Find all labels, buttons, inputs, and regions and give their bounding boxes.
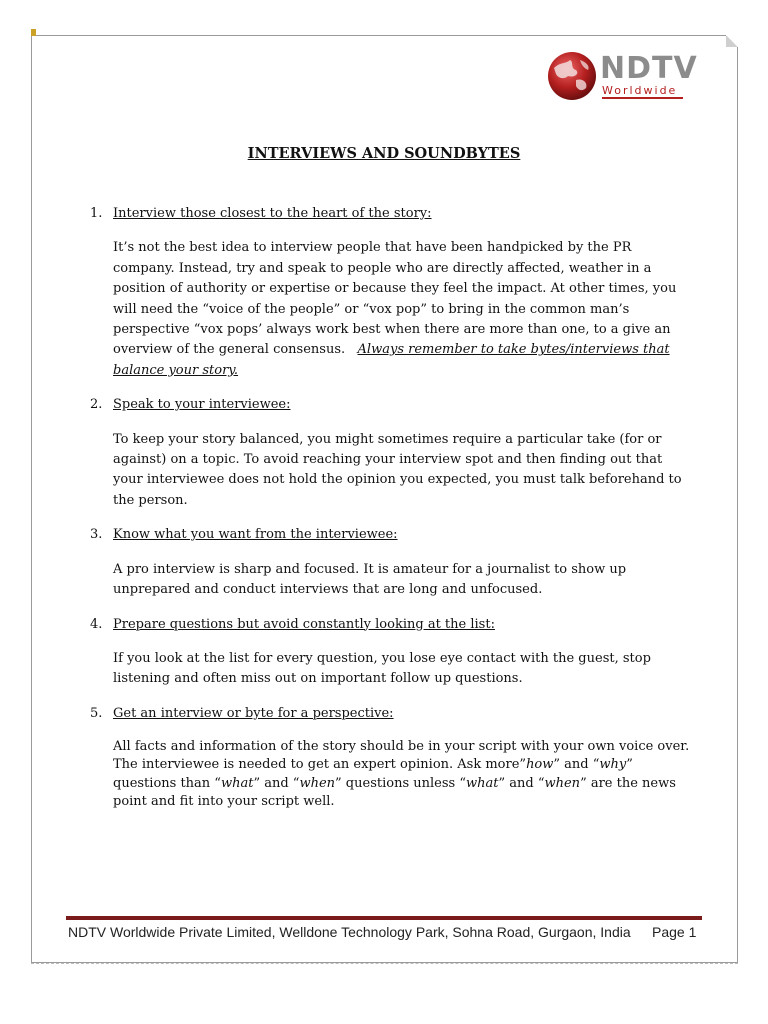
emphasis-how: how <box>526 757 554 773</box>
emphasis-what: what <box>220 775 254 791</box>
item-paragraph <box>113 738 690 811</box>
paragraph-text: All facts and information of the story should be in your script with your own voice over. The interviewee is needed to get an expert opinion. Ask more” <box>113 739 690 773</box>
item-heading: Get an interview or byte for a perspective: <box>113 705 394 721</box>
item-paragraph <box>113 238 690 381</box>
globe-icon <box>546 50 598 102</box>
logo-subtitle: Worldwide <box>602 84 683 99</box>
emphasis-what: what <box>465 775 499 791</box>
list-item <box>90 395 690 415</box>
paragraph-text: It’s not the best idea to interview people that have been handpicked by the PR company. Instead, try and speak to people who are directly affected, weather in a position of authority or expertise or because they feel the impact. At other times, you will need the “voice of the people” or “vox pop” to bring in the common man’s perspective “vox pops’ always work best when there are more than one, to a give an overview of the general consensus. <box>113 240 677 358</box>
list-item <box>90 525 690 545</box>
emphasis-when: when <box>299 775 336 791</box>
item-heading: Prepare questions but avoid constantly looking at the list: <box>113 616 495 632</box>
paragraph-text: ” and “ <box>253 775 300 791</box>
footer-divider <box>66 916 702 920</box>
footer-company: NDTV Worldwide Private Limited, Welldone Technology Park, Sohna Road, Gurgaon, India <box>68 924 631 940</box>
item-number: 3. <box>90 527 103 543</box>
ndtv-logo <box>546 50 706 102</box>
item-heading: Know what you want from the interviewee: <box>113 527 398 543</box>
page-bottom-edge <box>31 963 738 965</box>
page-corner-fold <box>726 35 738 47</box>
emphasis-when: when <box>544 775 581 791</box>
paragraph-text: ” questions than “ <box>113 757 633 791</box>
list-item <box>90 615 690 635</box>
item-number: 4. <box>90 616 103 632</box>
page-title: INTERVIEWS AND SOUNDBYTES <box>247 145 521 162</box>
item-heading: Speak to your interviewee: <box>113 397 291 413</box>
item-paragraph: If you look at the list for every question, you lose eye contact with the guest, stop listening and often miss out on important follow up questions. <box>113 650 651 687</box>
paragraph-text: ” and “ <box>498 775 545 791</box>
item-number: 5. <box>90 705 103 721</box>
paragraph-text: ” and “ <box>553 757 600 773</box>
item-number: 2. <box>90 397 103 413</box>
paragraph-text: ” questions unless “ <box>335 775 466 791</box>
paragraph-text: ” are the news point and fit into your script well. <box>113 775 676 809</box>
list-item <box>90 704 690 724</box>
item-paragraph: To keep your story balanced, you might sometimes require a particular take (for or against) on a topic. To avoid reaching your interview spot and then finding out that your interviewee does not hold the opinion you expected, you must talk beforehand to the person. <box>113 431 682 508</box>
list-item <box>90 204 690 224</box>
item-number: 1. <box>90 206 103 221</box>
emphasis-why: why <box>599 757 627 773</box>
item-heading: Interview those closest to the heart of the story: <box>113 206 432 221</box>
page-corner-marker <box>31 29 36 36</box>
document-body <box>90 204 690 825</box>
paragraph-emphasis: Always remember to take bytes/interviews that balance your story. <box>113 342 670 378</box>
item-paragraph: A pro interview is sharp and focused. It is amateur for a journalist to show up unprepared and conduct interviews that are long and unfocused. <box>113 561 627 598</box>
logo-brand: NDTV <box>600 51 698 86</box>
page-number: Page 1 <box>652 924 697 940</box>
